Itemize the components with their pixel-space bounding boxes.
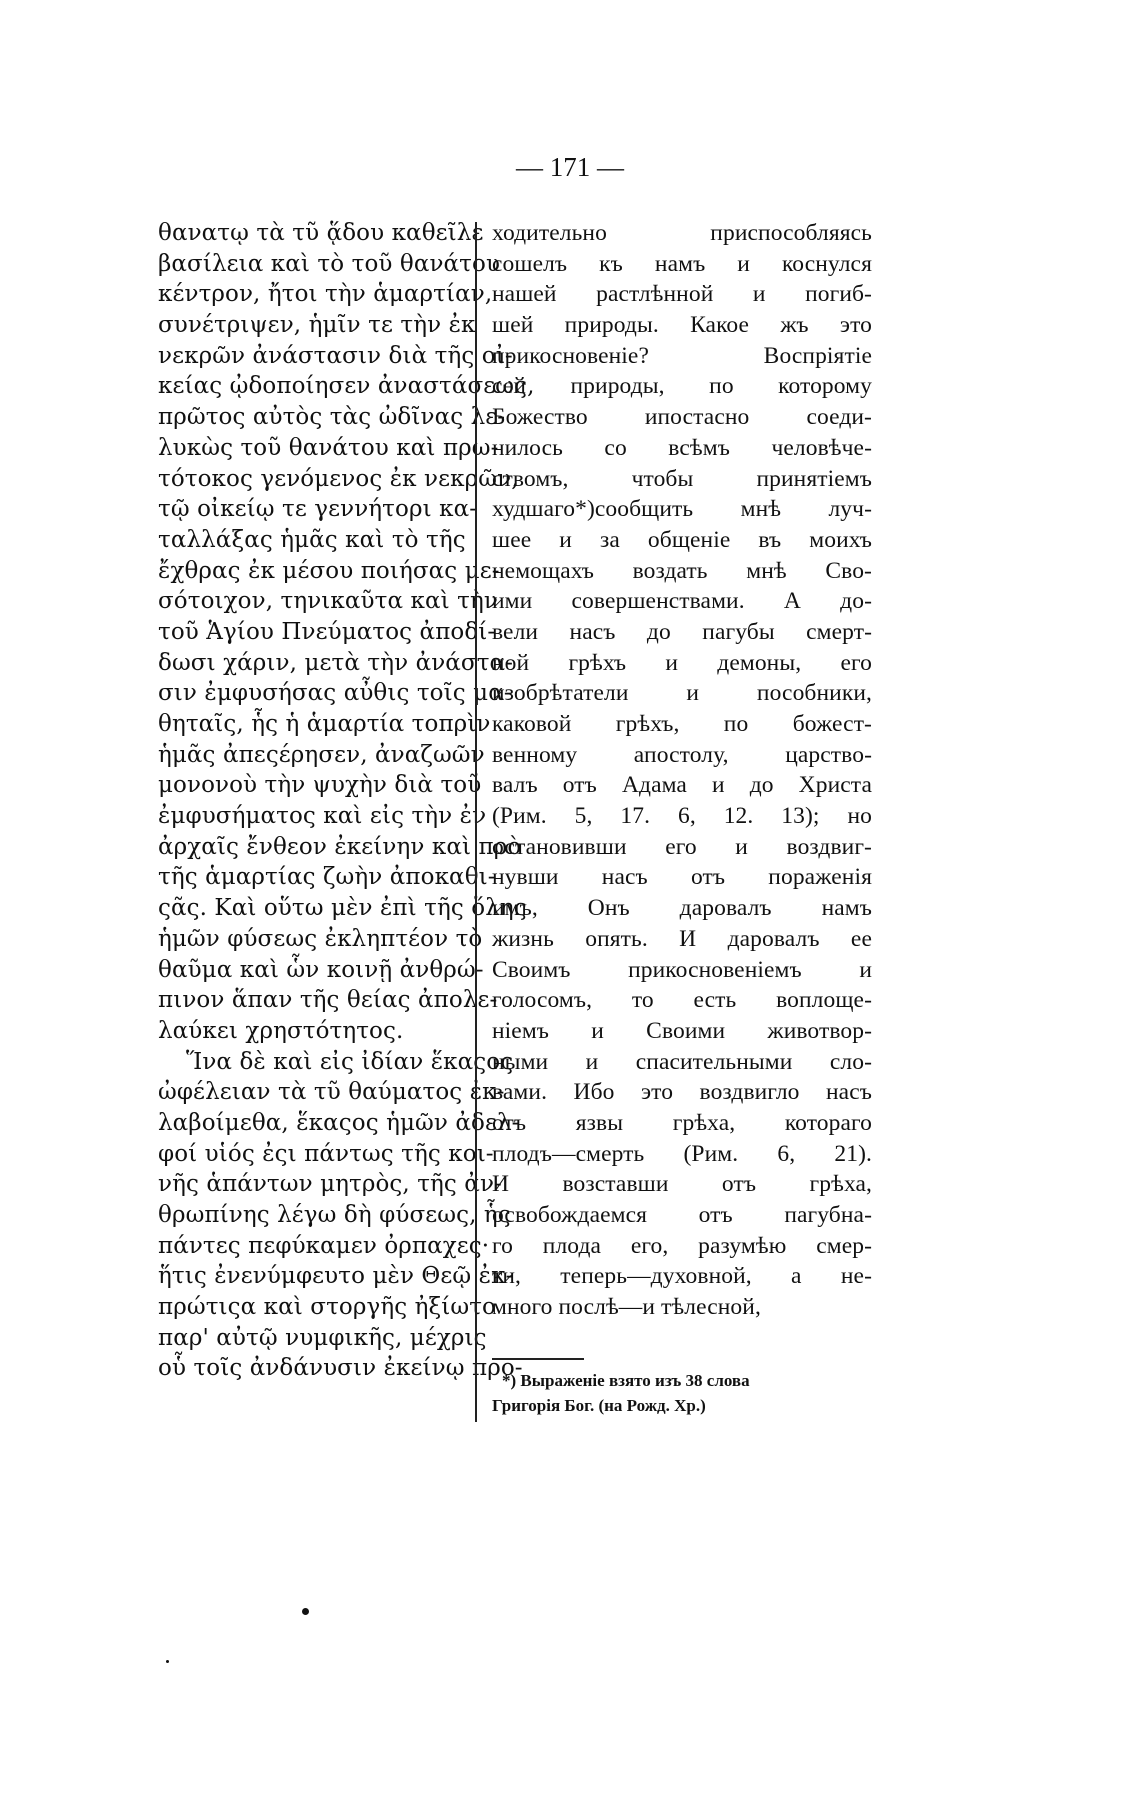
page-number: — 171 — [516,152,624,182]
footnote-line: *) Выраженіе взято изъ 38 слова [502,1371,750,1390]
text-line: шей природы. Какое жъ это [492,312,872,339]
ink-speck [166,1660,169,1663]
text-line: πρῶτος αὐτὸς τὰς ὠδῖνας λε- [158,404,506,431]
text-line: венному апостолу, царство- [492,741,872,768]
text-line: худшаго*)сообщить мнѣ луч- [492,496,872,523]
text-line: имъ, Онъ даровалъ намъ [492,895,872,922]
column-divider [475,222,477,1422]
text-line: каковой грѣхъ, по божест- [492,711,872,737]
text-line: συνέτριψεν, ἡμῖν τε τὴν ἐκ [158,312,476,339]
text-line: ταλλάξας ἡμᾶς καὶ τὸ τῆς [158,526,466,553]
text-line: ными и спасительными сло- [492,1048,872,1075]
text-line: ходительно приспособляясь [492,220,872,246]
text-line: Ἵνα δὲ καὶ εἰς ἰδίαν ἕκαςος [186,1048,514,1075]
text-line: голосомъ, то есть воплоще- [492,987,872,1014]
text-line: ти, теперь—духовной, а не- [492,1263,872,1290]
text-line: ной грѣхъ и демоны, его [492,649,872,676]
text-line: ὠφέλειαν τὰ τῦ θαύματος ἐκ- [158,1079,505,1106]
footnote-rule [492,1358,584,1360]
text-line: сей природы, по которому [492,373,872,400]
text-line: θαῦμα καὶ ὧν κοινῇ ἀνθρώ- [158,956,484,983]
text-line: μονονοὺ τὴν ψυχὴν διὰ τοῦ [158,772,482,799]
text-line: жизнь опять. И даровалъ ее [492,925,872,952]
text-line: θρωπίνης λέγω δὴ φύσεως, ἧς [158,1202,511,1228]
text-line: Божество ипостасно соеди- [492,404,872,431]
russian-text-column [492,218,872,1323]
text-line: τοῦ Ἁγίου Πνεύματος ἀποδί- [158,618,496,645]
greek-text-column [158,218,535,1384]
text-line: сошелъ къ намъ и коснулся [492,250,872,277]
text-line: τῆς ἁμαρτίας ζωὴν ἀποκαθι- [158,864,496,891]
text-line: πάντες πεφύκαμεν ὀρπαχες· [158,1232,490,1259]
text-line: λαβοίμεθα, ἕκαςος ἡμῶν ἀδελ- [158,1109,520,1136]
text-line: много послѣ—и тѣлесной, [492,1294,761,1321]
text-line: δωσι χάριν, μετὰ τὴν ἀνάστα- [158,649,514,676]
text-line: ἡμῶν φύσεως ἐκληπτέον τὸ [158,925,483,952]
text-line: валъ отъ Адама и до Христа [492,772,872,799]
text-line: λαύκει χρηστότητος. [158,1017,404,1044]
text-line: σότοιχον, τηνικαῦτα καὶ τὴν [158,588,498,615]
text-line: θανατῳ τὰ τῦ ᾅδου καθεῖλε [158,220,484,246]
text-line: φοί υἱός ἐςι πάντως τῆς κοι- [158,1140,494,1167]
text-line: σιν ἐμφυσήσας αὖθις τοῖς μα- [158,680,512,707]
text-line: го плода его, разумѣю смер- [492,1232,872,1259]
ink-speck [302,1608,309,1615]
text-line: изобрѣтатели и пособники, [492,680,872,707]
text-line: θηταῖς, ἧς ἡ ἁμαρτία τοπρὶν [158,711,491,737]
text-line: освобождаемся отъ пагубна- [492,1202,872,1228]
text-line: κείας ᾠδοποίησεν ἀναστάσεως, [158,373,535,400]
text-line: ἥτις ἐνενύμφευτο μὲν Θεῷ ἐκ- [158,1263,514,1290]
text-line: вели насъ до пагубы смерт- [492,618,872,645]
text-line: τότοκος γενόμενος ἐκ νεκρῶν, [158,465,519,492]
text-line: И возставши отъ грѣха, [492,1171,872,1198]
text-line: οὗ τοῖς ἀνδάνυσιν ἐκείνῳ προ- [158,1355,523,1382]
text-line: νεκρῶν ἀνάστασιν διὰ τῆς οἰ- [158,342,513,369]
text-line: λυκὼς τοῦ θανάτου καὶ πρω- [158,434,499,461]
text-line: ими совершенствами. А до- [492,588,872,615]
text-line: плодъ—смерть (Рим. 6, 21). [492,1140,872,1167]
text-line: πινον ἅπαν τῆς θείας ἀπολε- [158,987,498,1014]
text-line: ніемъ и Своими животвор- [492,1017,872,1044]
text-line: (Рим. 5, 17. 6, 12. 13); но [492,803,872,830]
text-line: ἐμφυσήματος καὶ εἰς τὴν ἐν [158,803,487,830]
text-line: вами. Ибо это воздвигло насъ [492,1079,872,1106]
text-line: Своимъ прикосновеніемъ и [492,956,872,983]
footnote-line: Григорія Бог. (на Рожд. Хр.) [492,1396,706,1415]
text-line: отъ язвы грѣха, котораго [492,1109,872,1136]
text-line: βασίλεια καὶ τὸ τοῦ θανάτου [158,250,501,277]
text-line: κέντρον, ἤτοι τὴν ἁμαρτίαν, [158,281,493,308]
text-line: ἀρχαῖς ἔνθεον ἐκείνην καὶ πρὸ [158,833,522,860]
text-line: шее и за общеніе въ моихъ [492,526,872,553]
text-line: ςᾶς. Καὶ οὕτω μὲν ἐπὶ τῆς ὅλης [158,895,527,922]
footnote [492,1368,872,1418]
text-line: νῆς ἁπάντων μητρὸς, τῆς ἀν- [158,1171,502,1198]
text-line: ἡμᾶς ἀπεςέρησεν, ἀναζωῶν [158,741,485,768]
text-line: немощахъ воздать мнѣ Сво- [492,557,872,584]
text-line: παρ' αὐτῷ νυμφικῆς, μέχρις [158,1324,487,1351]
text-line: нилось со всѣмъ человѣче- [492,434,872,461]
text-line: остановивши его и воздвиг- [492,833,872,860]
text-line: ἔχθρας ἐκ μέσου ποιήσας με- [158,557,500,584]
text-line: ствомъ, чтобы принятіемъ [492,465,872,492]
text-line: нувши насъ отъ пораженія [492,864,872,891]
text-line: прикосновеніе? Воспріятіе [492,342,872,369]
text-line: нашей растлѣнной и погиб- [492,281,872,308]
text-line: τῷ οἰκείῳ τε γεννήτορι κα- [158,496,478,523]
text-line: πρώτιςα καὶ στοργῆς ἠξίωτο [158,1294,496,1321]
